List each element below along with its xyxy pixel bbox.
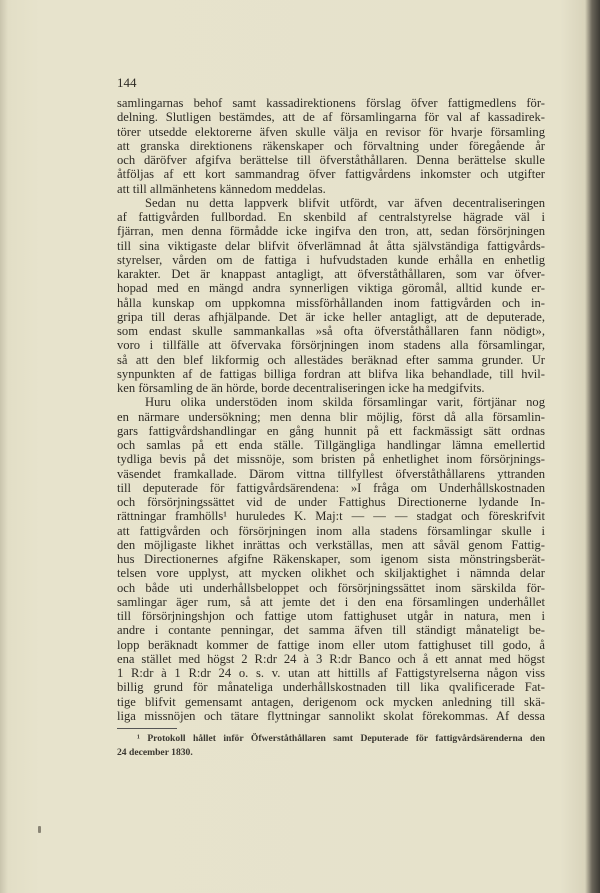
- text-line: 1 R:dr à 1 R:dr 24 o. s. v. utan att hittills af Fattigstyrelserna någon viss: [117, 666, 545, 680]
- scan-blemish: [38, 826, 41, 833]
- text-line: Huru olika understöden inom skilda församlingar varit, förtjänar nog: [145, 395, 545, 410]
- text-line: att granska direktionens räkenskaper och förvaltning under föregående år: [117, 138, 545, 153]
- text-line: väsendet framkallade. Därom vittna tillfyllest öfverståthållarens yttranden: [117, 466, 545, 481]
- text-line: hålla kunskap om uppkomna missförhållanden inom fattigvården och in-: [117, 295, 545, 310]
- text-line: karakter. Det är knappast antagligt, att öfverståthållaren, som var öfver-: [117, 267, 545, 281]
- text-line: hus Directionernes afgifne Räkenskaper, som igenom sista mönstringsberät-: [117, 552, 545, 566]
- text-line: lopp beräknadt kommer de fattige inom eller utom fattighuset till godo, å: [117, 637, 545, 652]
- text-line: styrelser, vården om de fattiga i hufvudstaden kunde erhålla en enhetlig: [117, 252, 545, 267]
- text-line: ken församling de än hörde, borde decentraliseringen icke ha medgifvits.: [117, 381, 485, 395]
- text-line: och försörjningssättet vid de under Fattighus Directionerne lydande In-: [117, 495, 545, 509]
- paragraph: [117, 395, 545, 723]
- text-line: till deputerade för fattigvårdsärendena: »I fråga om Underhållskostnaden: [117, 480, 545, 495]
- text-line: samlingar äger rum, så att jemte det i den ena församlingen underhållet: [117, 594, 545, 609]
- text-line: andre i contante penningar, det samma äfven till ständigt månateligt be-: [117, 623, 545, 638]
- text-line: fjärran, men denna förmådde icke ingifva den tron, att, sedan försörjningen: [117, 224, 545, 239]
- page-number: 144: [117, 75, 137, 90]
- text-line: och både uti underhållsbeloppet och försörjningssättet inom särskilda för-: [117, 580, 545, 595]
- text-line: delning. Slutligen bestämdes, att de af församlingarna för val af kassadirek-: [117, 110, 545, 125]
- text-line: att fattigvården och försörjningen inom alla stadens församlingar skulle i: [117, 523, 545, 538]
- text-line: så att den blef likformig och allestädes beräknad efter samma grunder. Ur: [117, 352, 545, 367]
- text-line: gripa till deras afhjälpande. Det är icke heller antagligt, att de deputerade,: [117, 309, 545, 324]
- text-line: telsen vore upplyst, att mycken olikhet och skiljaktighet i nämnda delar: [117, 566, 545, 581]
- paragraph: [117, 96, 545, 196]
- text-line: tydliga bevis på det missnöje, som bristen på enhetlighet inom försörjnings-: [117, 452, 545, 467]
- text-line: af fattigvården fullbordad. En skenbild af centralstyrelse hägrade väl i: [117, 210, 545, 224]
- text-line: till sina viktigaste delar blifvit öfverlämnad åt åtta självständiga fattigvårds-: [117, 238, 545, 253]
- paragraph: [117, 196, 545, 396]
- text-line: rättningar framhölls¹ huruledes K. Maj:t — — — stadgat och föreskrifvit: [117, 509, 545, 524]
- text-line: liga missnöjen och tätare flyttningar sannolikt skolat förekommas. Af dessa: [117, 708, 545, 723]
- text-line: synpunkten af de fattigas billiga fordran att blifva lika behandlade, till hvil-: [117, 366, 545, 381]
- footnote-divider: [117, 728, 177, 729]
- text-line: voro i tillfälle att öfvervaka försörjningen inom stadens alla församlingar,: [117, 338, 545, 353]
- text-line: att till allmänhetens kännedom meddelas.: [117, 181, 326, 196]
- text-line: och samlas på ett enda ställe. Tillgängliga handlingar lämna emellertid: [117, 438, 545, 452]
- text-line: som endast skulle sammankallas »så ofta öfverståthållaren fann nödigt»,: [117, 324, 545, 338]
- text-line: Sedan nu detta lappverk blifvit utfördt, var äfven decentraliseringen: [145, 195, 545, 210]
- text-line: den möjligaste likhet inrättas och verkställas, men att såväl genom Fattig-: [117, 537, 545, 552]
- text-line: och däröfver afgifva berättelse till öfverståthållaren. Denna berättelse skulle: [117, 153, 545, 167]
- text-line: tige blifvit gemensamt antagen, derigenom ock mycken anledning till skä-: [117, 694, 545, 709]
- text-line: åtföljas af ett kort sammandrag öfver fattigvårdens inkomster och utgifter: [117, 167, 545, 182]
- text-line: hopad med en mängd andra synnerligen viktiga göromål, alltid kunde er-: [117, 281, 545, 296]
- body-text: [117, 96, 545, 759]
- footnote: [117, 732, 545, 759]
- footnote-line: 24 december 1830.: [117, 746, 193, 758]
- footnote-line: ¹ Protokoll hållet inför Öfwerståthållaren samt Deputerade för fattigvårdsärenderna den: [137, 733, 545, 744]
- text-line: billig grund för månateliga underhållskostnaden till lika qvalificerade Fat-: [117, 680, 545, 695]
- text-line: samlingarnas behof samt kassadirektionens förslag öfver fattigmedlens för-: [117, 96, 545, 110]
- text-line: gars fattigvårdshandlingar en gång hunnit på ett fackmässigt sätt ordnas: [117, 423, 545, 438]
- text-line: till försörjningshjon och fattige utom fattighuset utgår in natura, men i: [117, 609, 545, 623]
- text-line: ena stället med högst 2 R:dr 24 à 3 R:dr Banco och å ett annat med högst: [117, 651, 545, 666]
- text-line: törer utsedde elektorerne äfven skulle välja en revisor för hvarje församling: [117, 124, 545, 139]
- text-line: en närmare undersökning; men denna blir möjlig, först då alla församlin-: [117, 409, 545, 424]
